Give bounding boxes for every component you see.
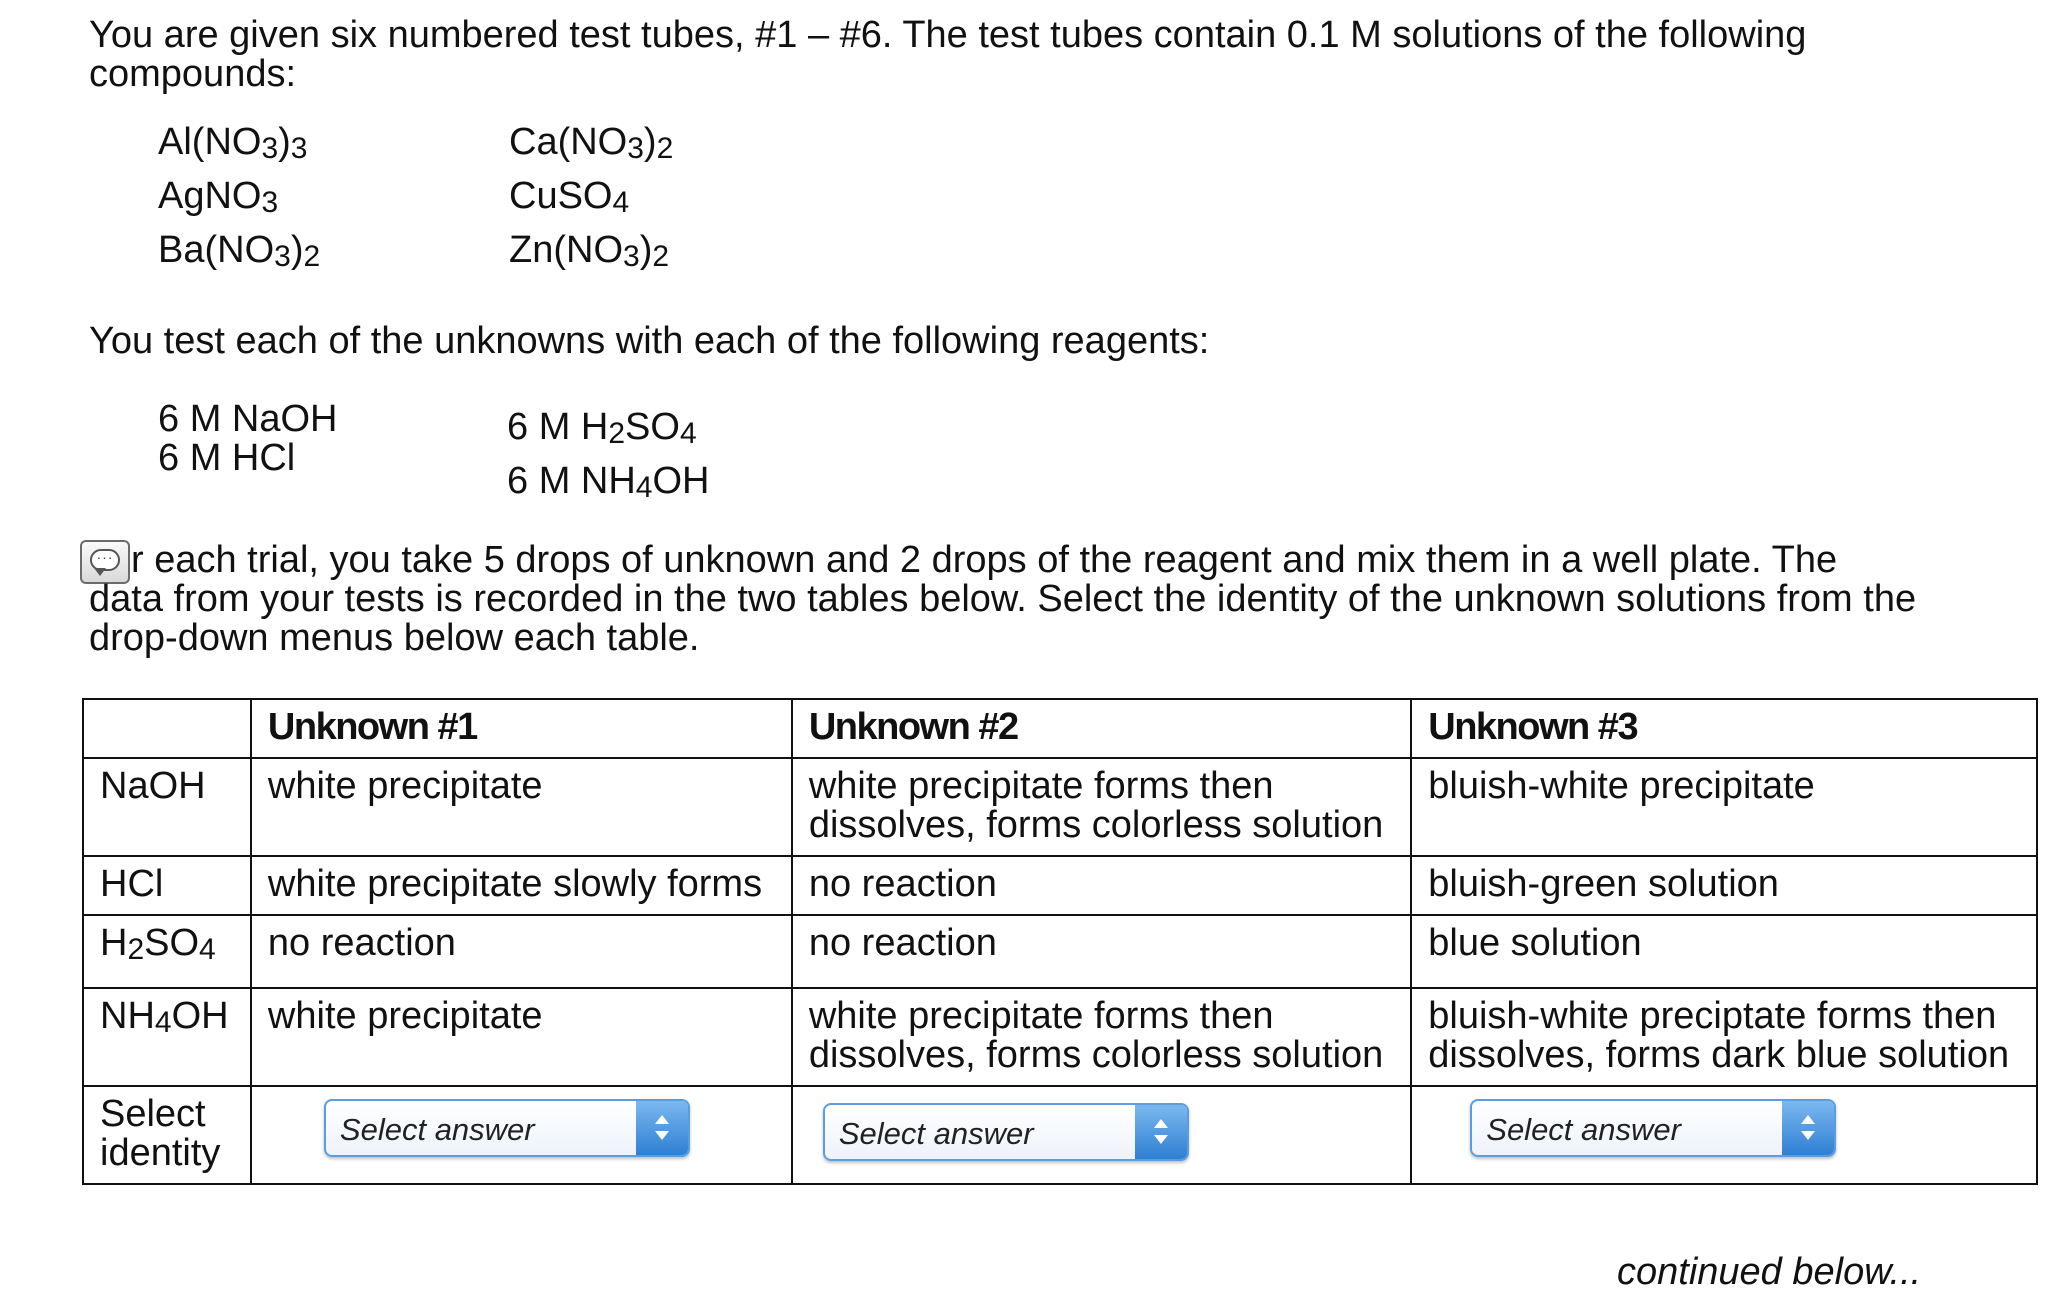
row-label-hcl: HCl	[83, 856, 251, 915]
reagent-list	[158, 400, 858, 510]
continued-note: continued below...	[1617, 1251, 1922, 1293]
compound-item: AgNO$_3$	[158, 175, 279, 219]
unknown-3-identity-select[interactable]	[1470, 1099, 1836, 1157]
procedure-line-2: data from your tests is recorded in the two tables below. Select the identity of the unknown solutions from the	[89, 578, 1917, 620]
compound-item: CuSO$_4$	[509, 175, 630, 219]
reagent-column-right	[507, 400, 709, 508]
results-table	[82, 698, 2038, 1185]
table-header-row	[83, 699, 2037, 758]
table-cell: bluish-white preciptate forms then dissolves, forms dark blue solution	[1411, 988, 2037, 1086]
table-cell: white precipitate	[251, 758, 792, 856]
select-cell	[792, 1086, 1411, 1184]
table-row	[83, 856, 2037, 915]
compound-item: $Al(NO_3)_3$	[158, 121, 308, 165]
up-down-arrows-icon[interactable]	[1782, 1101, 1834, 1155]
compound-item: $Ca(NO_3)_2$	[509, 121, 674, 165]
table-cell: white precipitate forms then dissolves, forms colorless solution	[792, 758, 1411, 856]
comment-bubble-icon[interactable]: ···	[80, 540, 130, 584]
reagent-item: 6 M HCl	[158, 437, 296, 479]
table-cell: blue solution	[1411, 915, 2037, 988]
procedure-line-1: r each trial, you take 5 drops of unknown and 2 drops of the reagent and mix them in a well plate. The	[131, 539, 1838, 581]
unknown-1-identity-select[interactable]	[324, 1099, 690, 1157]
table-cell: white precipitate slowly forms	[251, 856, 792, 915]
row-label-h2so4: $H_2SO_4$	[83, 915, 251, 988]
table-cell: no reaction	[792, 856, 1411, 915]
reagent-item: 6 M NaOH	[158, 398, 338, 440]
table-cell: bluish-white precipitate	[1411, 758, 2037, 856]
row-label-nh4oh: $NH_4OH$	[83, 988, 251, 1086]
reagent-column-left	[158, 400, 337, 478]
table-cell: white precipitate forms then dissolves, forms colorless solution	[792, 988, 1411, 1086]
table-row	[83, 915, 2037, 988]
table-row	[83, 988, 2037, 1086]
table-cell: no reaction	[251, 915, 792, 988]
up-down-arrows-icon[interactable]	[636, 1101, 688, 1155]
select-cell	[251, 1086, 792, 1184]
reagent-item: 6 M $H_2SO_4$	[507, 406, 697, 450]
unknown-2-identity-select[interactable]	[823, 1103, 1189, 1161]
select-row	[83, 1086, 2037, 1184]
table-cell: white precipitate	[251, 988, 792, 1086]
table-cell: bluish-green solution	[1411, 856, 2037, 915]
compound-column-right	[509, 115, 673, 277]
up-down-arrows-icon[interactable]	[1135, 1105, 1187, 1159]
select-value: Select answer	[339, 1112, 535, 1147]
reagents-intro: You test each of the unknowns with each of the following reagents:	[89, 320, 1210, 362]
table-cell: no reaction	[792, 915, 1411, 988]
select-value: Select answer	[838, 1116, 1034, 1151]
reagent-item: 6 M $NH_4OH$	[507, 460, 710, 504]
row-label-naoh: NaOH	[83, 758, 251, 856]
compound-column-left	[158, 115, 320, 277]
compound-item: $Zn(NO_3)_2$	[509, 229, 670, 273]
procedure-line-3: drop-down menus below each table.	[89, 617, 700, 659]
select-cell	[1411, 1086, 2037, 1184]
row-label-select-identity: Select identity	[83, 1086, 251, 1184]
table-header-cell: Unknown #3	[1411, 699, 2037, 758]
select-value: Select answer	[1486, 1112, 1681, 1147]
table-header-cell	[83, 699, 251, 758]
table-header-cell: Unknown #2	[792, 699, 1411, 758]
table-header-cell: Unknown #1	[251, 699, 792, 758]
compound-item: $Ba(NO_3)_2$	[158, 229, 321, 273]
table-row	[83, 758, 2037, 856]
intro-paragraph: You are given six numbered test tubes, #1 – #6. The test tubes contain 0.1 M solutions of the following compounds:	[89, 14, 1807, 95]
